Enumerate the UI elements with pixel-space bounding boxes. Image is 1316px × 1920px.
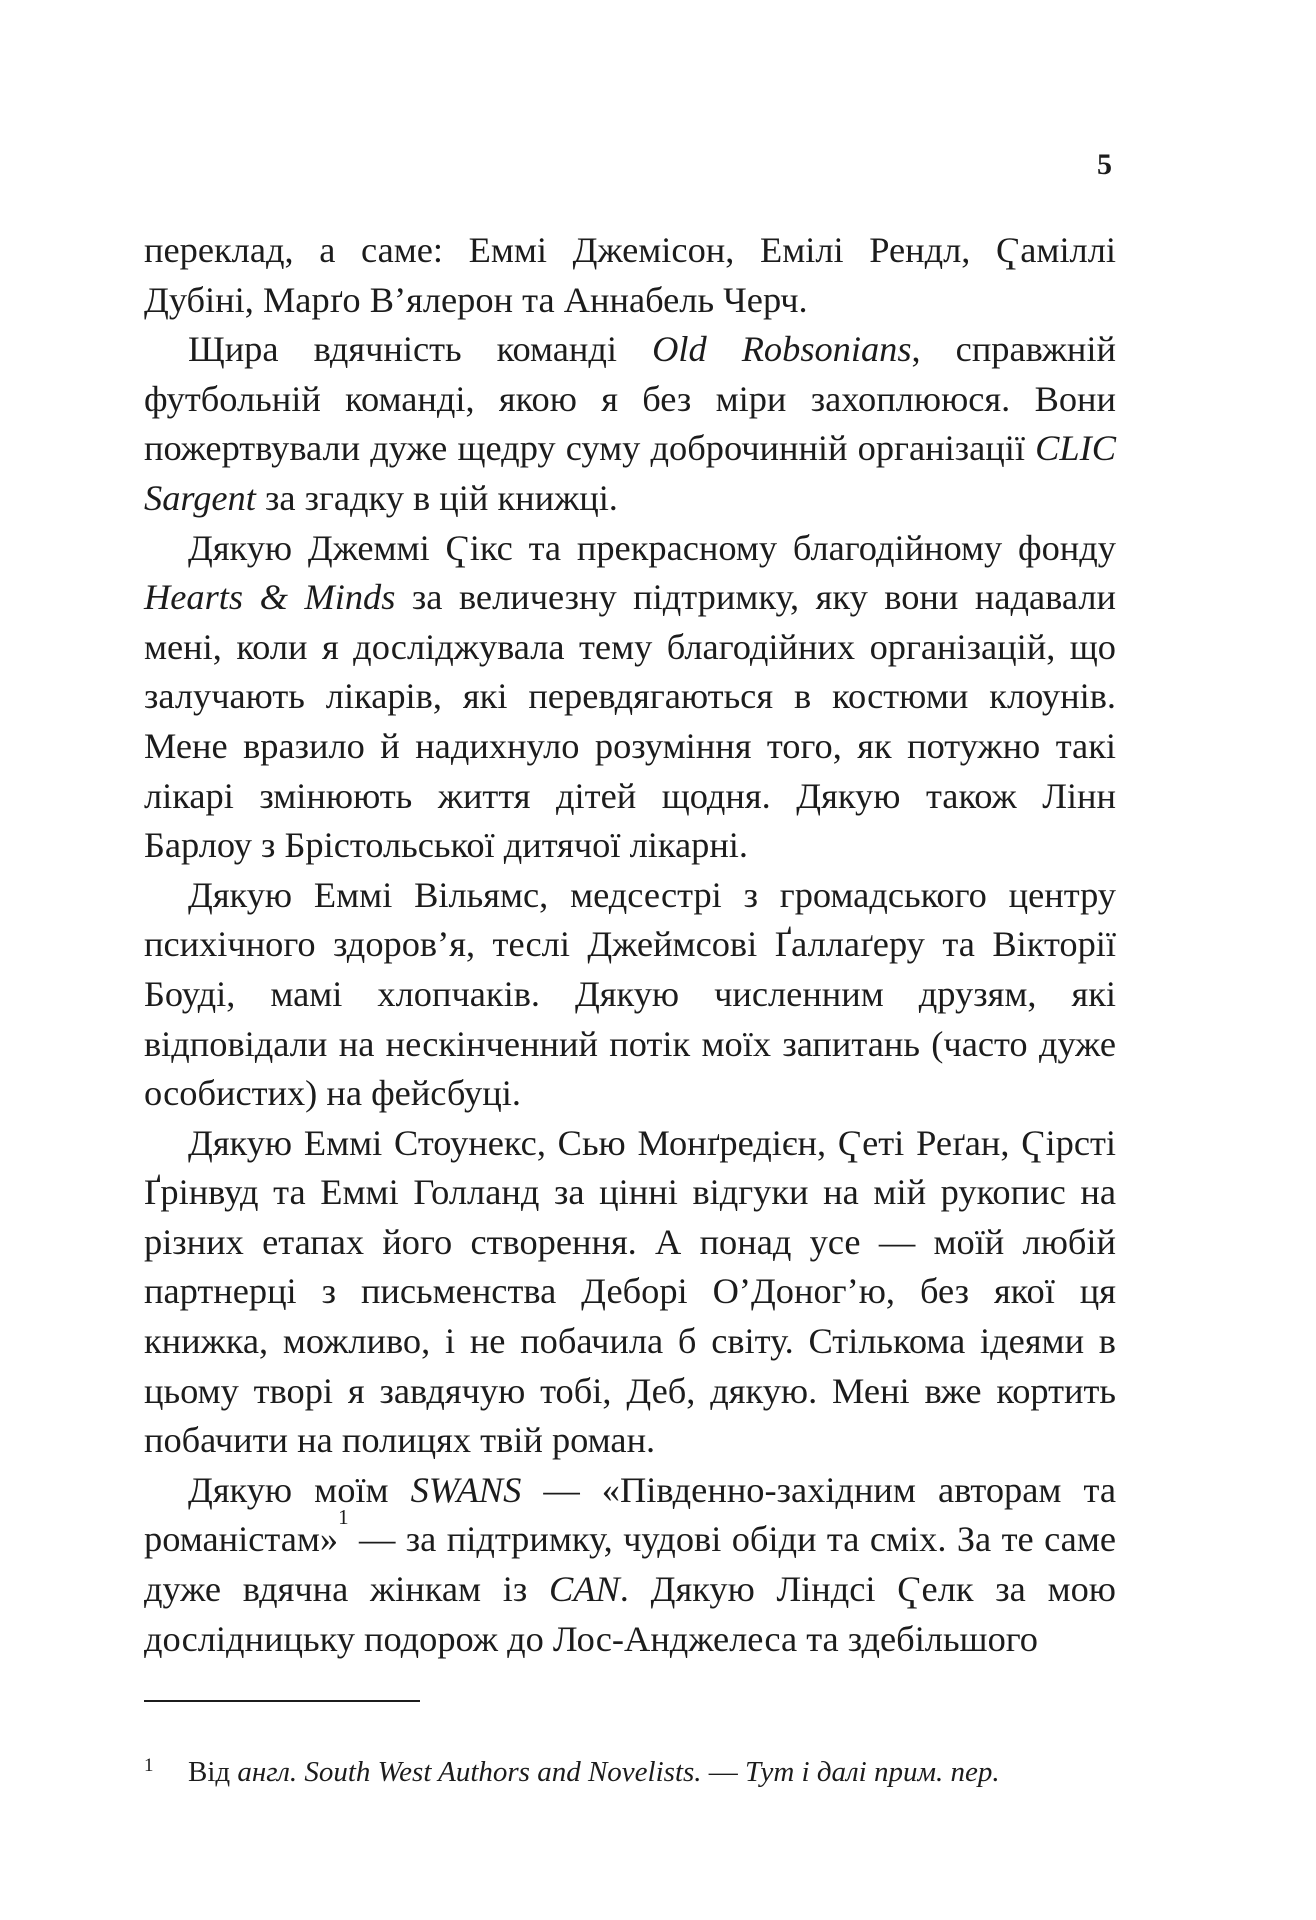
paragraph-2-part: , справжній футбольній команді, якою я без міри захоплююся. Вони пожертвували дуже щедру суму доброчинній організації [144,329,1116,469]
paragraph-4: Дякую Еммі Вільямс, медсестрі з громадського центру психічного здоров’я, теслі Джеймсові Ґаллаґеру та Вікторії Боуді, мамі хлопчаків. Дякую численним друзям, які відповідали на нескінченний потік моїх запитань (часто дуже особистих) на фейсбуці. [144,874,1116,1114]
footnote-part: South West Authors and Novelists. [304,1756,702,1788]
paragraph-6-part: — за підтримку, чудові обіди та сміх. За те саме дуже вдячна жінкам із [144,1519,1116,1610]
paragraph-6-part: Дякую моїм [188,1469,411,1510]
footnote-number: 1 [144,1755,154,1776]
paragraph-3-part: за величезну підтримку, яку вони надавали мені, коли я досліджувала тему благодійних організацій, що залучають лікарів, які перевдягаються в костюми клоунів. Мене вразило й надихнуло розуміння того, як потужно такі лікарі змінюють життя дітей щодня. Дякую також Лінн Барлоу з Брістольської дитячої лікарні. [144,577,1116,866]
page-number: 5 [1097,148,1112,181]
footnote [144,1754,1116,1790]
footnote-part: Від [188,1756,238,1788]
paragraph-6-part: — «Південно-західним авторам та романістам» [144,1469,1116,1560]
paragraph-2-part: Щира вдячність команді [188,329,653,370]
team-name: Old Robsonians [652,329,912,370]
paragraph-5: Дякую Еммі Стоунекс, Сью Монґредієн, Ҁеті Реґан, Ҁірсті Ґрінвуд та Еммі Голланд за цінні відгуки на мій рукопис на різних етапах його створення. А понад усе — моїй любій партнерці з письменства Деборі О’Доног’ю, без якої ця книжка, можливо, і не побачила б світу. Стількома ідеями в цьому творі я завдячую тобі, Деб, дякую. Мені вже кортить побачити на полицях твій роман. [144,1122,1116,1461]
footnote-divider [144,1700,420,1702]
paragraph-1: переклад, а саме: Еммі Джемісон, Емілі Рендл, Ҁаміллі Дубіні, Марґо В’ялерон та Аннабель Черч. [144,230,1116,320]
fund-name: Hearts & Minds [144,577,396,618]
group-name: CAN [549,1569,620,1610]
paragraph-2-part: за згадку в цій книжці. [255,477,618,518]
paragraph-3-part: Дякую Джеммі Ҁікс та прекрасному благодійному фонду [188,527,1116,568]
footnote-marker: 1 [338,1505,349,1530]
paragraph-3 [144,524,1116,871]
footnote-part: Тут і далі прим. пер. [745,1756,1000,1788]
footnote-text [188,1754,1116,1790]
footnote-part: англ. [237,1756,298,1788]
footnote-part: — [701,1756,746,1788]
group-name: SWANS [410,1469,522,1510]
charity-name: CLIC Sargent [144,428,1116,518]
paragraph-6 [144,1466,1116,1664]
paragraph-6-part: . Дякую Ліндсі Ҁелк за мою дослідницьку подорож до Лос-Анджелеса та здебільшого [144,1569,1116,1659]
main-text [144,226,1116,1664]
paragraph-2 [144,325,1116,523]
